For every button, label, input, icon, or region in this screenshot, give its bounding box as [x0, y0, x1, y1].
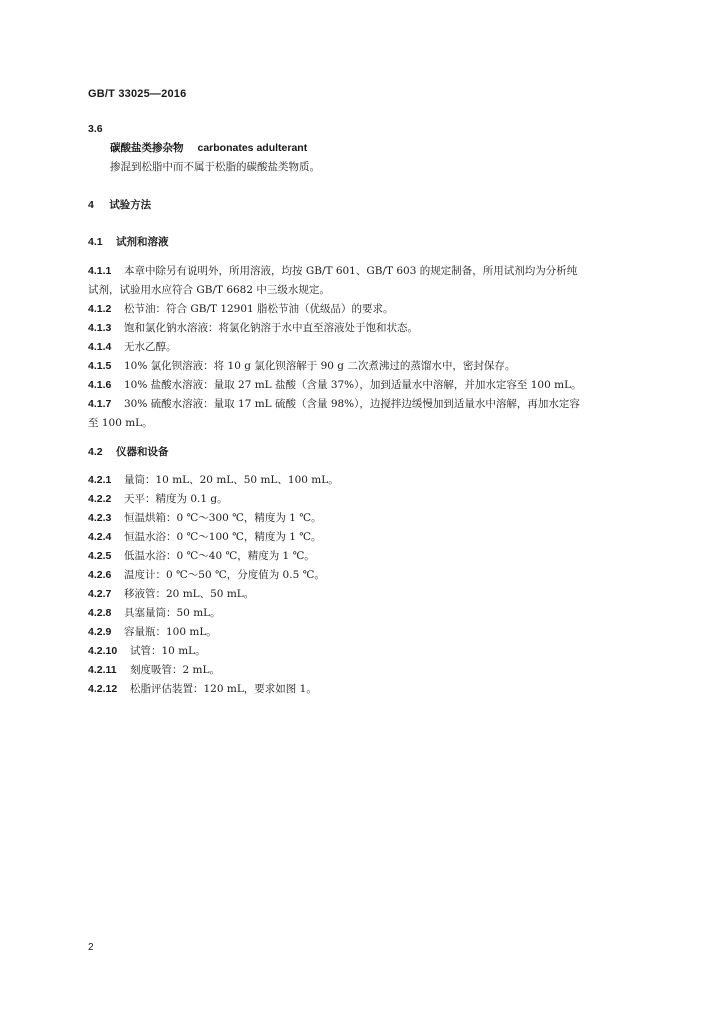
clause-number: 4.1.5 [88, 360, 112, 372]
list-item [88, 585, 648, 604]
list-item [88, 509, 648, 528]
list-item [88, 528, 648, 547]
clause-number: 4.1.4 [88, 341, 112, 353]
term-heading [110, 139, 648, 158]
clause-text: 松脂评估装置：120 mL，要求如图 1。 [130, 683, 317, 695]
section-title: 试验方法 [109, 199, 152, 211]
list-item [88, 300, 648, 319]
clause-text: 移液管：20 mL、50 mL。 [124, 588, 255, 600]
list-item [88, 642, 648, 661]
list-item [88, 661, 648, 680]
clause-number: 4.2.7 [88, 588, 112, 600]
section-number: 4.2 [88, 446, 103, 458]
clause-continuation: 试剂，试验用水应符合 GB/T 6682 中三级水规定。 [88, 284, 330, 296]
page-number: 2 [88, 942, 94, 953]
clause-number: 4.2.3 [88, 512, 112, 524]
clause-text: 温度计：0 ℃～50 ℃，分度值为 0.5 ℃。 [124, 569, 325, 581]
apparatus-list [88, 471, 648, 699]
clause-text: 30% 硫酸水溶液：量取 17 mL 硫酸（含量 98%），边搅拌边缓慢加到适量水中溶解，再加水定容 [124, 398, 580, 410]
clause-number: 4.2.10 [88, 645, 118, 657]
section-4-1-heading [88, 233, 648, 252]
clause-text: 无水乙醇。 [124, 341, 177, 353]
list-item [88, 547, 648, 566]
clause-number: 4.2.1 [88, 474, 112, 486]
clause-number: 4.1.6 [88, 379, 112, 391]
list-item [88, 490, 648, 509]
term-definition: 掺混到松脂中而不属于松脂的碳酸盐类物质。 [110, 161, 320, 173]
clause-text: 恒温水浴：0 ℃～100 ℃，精度为 1 ℃。 [124, 531, 322, 543]
clause-text: 容量瓶：100 mL。 [124, 626, 217, 638]
clause-number: 4.1.1 [88, 265, 112, 277]
clause-text: 本章中除另有说明外，所用溶液，均按 GB/T 601、GB/T 603 的规定制备，所用试剂均为分析纯 [124, 265, 578, 277]
clause-text: 饱和氯化钠水溶液：将氯化钠溶于水中直至溶液处于饱和状态。 [124, 322, 418, 334]
list-item [88, 680, 648, 699]
section-3-6 [88, 120, 648, 177]
clause-text: 量筒：10 mL、20 mL、50 mL、100 mL。 [124, 474, 339, 486]
section-number: 4 [88, 199, 94, 211]
list-item [88, 376, 648, 395]
list-item [88, 395, 648, 414]
term-chinese: 碳酸盐类掺杂物 [110, 142, 184, 154]
list-item [88, 623, 648, 642]
clause-number: 3.6 [88, 123, 103, 135]
clause-number: 4.2.5 [88, 550, 112, 562]
reagent-list [88, 262, 648, 433]
clause-text: 恒温烘箱：0 ℃～300 ℃，精度为 1 ℃。 [124, 512, 322, 524]
term-english: carbonates adulterant [197, 142, 308, 154]
clause-text: 10% 盐酸水溶液：量取 27 mL 盐酸（含量 37%），加到适量水中溶解，并加水定容至 100 mL。 [124, 379, 582, 391]
clause-text: 低温水浴：0 ℃～40 ℃，精度为 1 ℃。 [124, 550, 315, 562]
clause-text: 试管：10 mL。 [130, 645, 206, 657]
section-title: 试剂和溶液 [115, 236, 169, 248]
clause-number: 4.2.8 [88, 607, 112, 619]
clause-number: 4.2.12 [88, 683, 118, 695]
clause-text: 天平：精度为 0.1 g。 [124, 493, 228, 505]
standard-code-header: GB/T 33025—2016 [88, 88, 187, 100]
clause-text: 具塞量筒：50 mL。 [124, 607, 221, 619]
clause-number: 4.2.9 [88, 626, 112, 638]
list-item [88, 604, 648, 623]
clause-text: 松节油：符合 GB/T 12901 脂松节油（优级品）的要求。 [124, 303, 394, 315]
section-number: 4.1 [88, 236, 103, 248]
clause-text: 刻度吸管：2 mL。 [130, 664, 220, 676]
clause-number: 4.1.7 [88, 398, 112, 410]
list-item [88, 357, 648, 376]
clause-number: 4.1.2 [88, 303, 112, 315]
list-item [88, 338, 648, 357]
list-item [88, 319, 648, 338]
list-item [88, 262, 648, 281]
clause-number: 4.1.3 [88, 322, 112, 334]
clause-number: 4.2.11 [88, 664, 117, 676]
section-4-heading [88, 196, 648, 215]
clause-number: 4.2.6 [88, 569, 112, 581]
clause-continuation: 至 100 mL。 [88, 417, 153, 429]
clause-number: 4.2.2 [88, 493, 112, 505]
section-title: 仪器和设备 [115, 446, 169, 458]
section-4-2-heading [88, 443, 648, 462]
list-item [88, 566, 648, 585]
clause-number: 4.2.4 [88, 531, 112, 543]
clause-text: 10% 氯化钡溶液：将 10 g 氯化钡溶解于 90 g 二次煮沸过的蒸馏水中，密封保存。 [124, 360, 516, 372]
list-item [88, 471, 648, 490]
